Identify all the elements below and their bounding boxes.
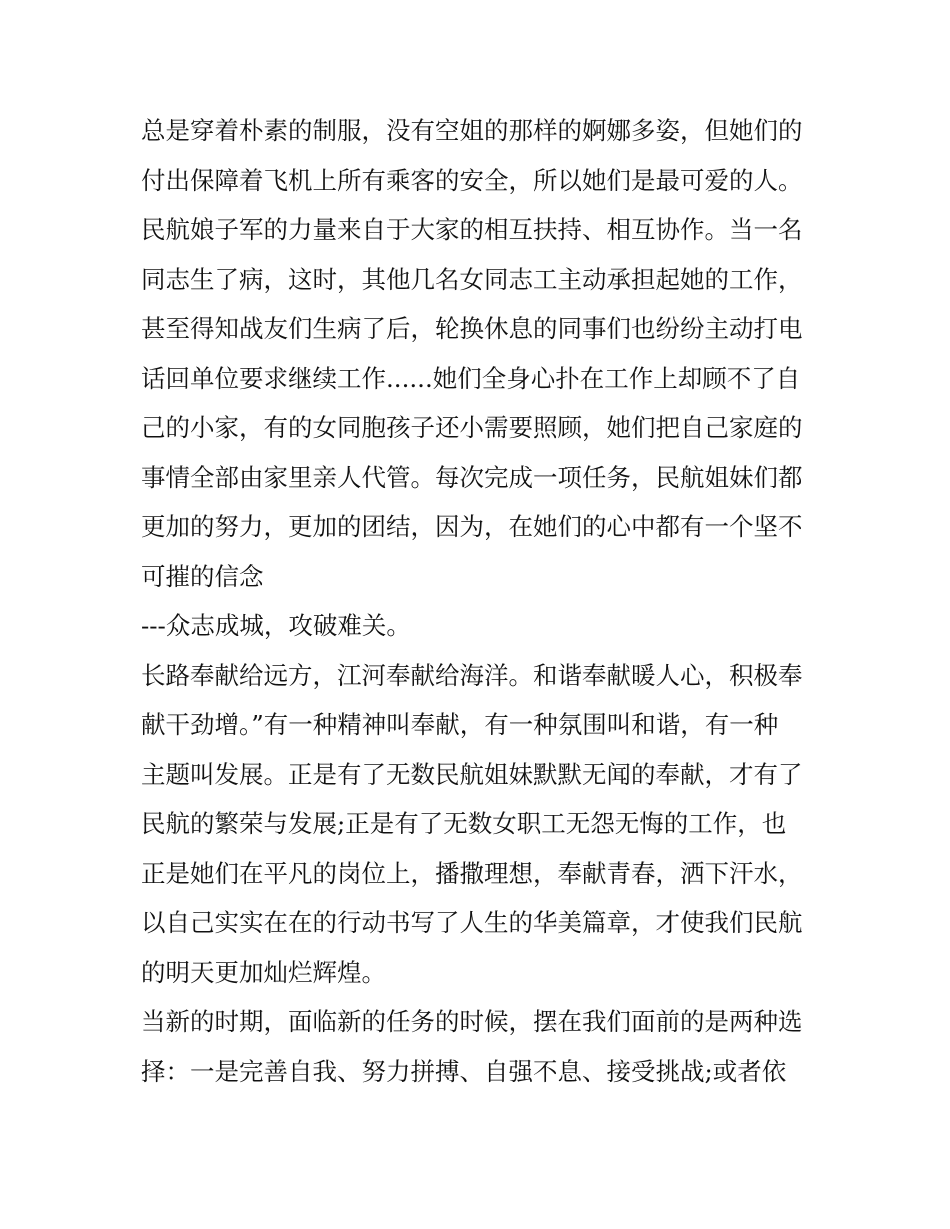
text-line: 献干劲增。”有一种精神叫奉献，有一种氛围叫和谐，有一种 <box>141 710 779 739</box>
text-line: 当新的时期，面临新的任务的时候，摆在我们面前的是两种选 <box>141 1007 803 1036</box>
text-line: 正是她们在平凡的岗位上，播撒理想，奉献青春，洒下汗水， <box>141 858 803 888</box>
text-line: 长路奉献给远方，江河奉献给海洋。和谐奉献暖人心，积极奉 <box>141 660 803 690</box>
text-line: 的明天更加灿烂辉煌。 <box>141 957 386 987</box>
text-line: 付出保障着飞机上所有乘客的安全，所以她们是最可爱的人。 <box>141 165 803 195</box>
text-line: 民航的繁荣与发展;正是有了无数女职工无怨无悔的工作，也 <box>141 809 787 838</box>
text-line: 可摧的信念 <box>141 561 264 591</box>
text-line: 己的小家，有的女同胞孩子还小需要照顾，她们把自己家庭的 <box>141 413 803 442</box>
text-line: 择：一是完善自我、努力拼搏、自强不息、接受挑战;或者依 <box>141 1056 787 1086</box>
text-line: 甚至得知战友们生病了后，轮换休息的同事们也纷纷主动打电 <box>141 314 803 343</box>
text-line: 主题叫发展。正是有了无数民航姐妹默默无闻的奉献，才有了 <box>141 759 803 789</box>
text-line: 更加的努力，更加的团结，因为，在她们的心中都有一个坚不 <box>141 512 803 541</box>
body-text <box>141 106 821 1096</box>
text-line: 事情全部由家里亲人代管。每次完成一项任务，民航姐妹们都 <box>141 462 803 492</box>
text-line: 总是穿着朴素的制服，没有空姐的那样的婀娜多姿，但她们的 <box>141 116 803 145</box>
text-line: 话回单位要求继续工作......她们全身心扑在工作上却顾不了自 <box>141 363 801 393</box>
text-line: 民航娘子军的力量来自于大家的相互扶持、相互协作。当一名 <box>141 215 803 244</box>
text-line: 以自己实实在在的行动书写了人生的华美篇章，才使我们民航 <box>141 908 803 937</box>
text-line: 同志生了病，这时，其他几名女同志工主动承担起她的工作， <box>141 264 803 294</box>
text-line: ---众志成城，攻破难关。 <box>141 611 411 640</box>
